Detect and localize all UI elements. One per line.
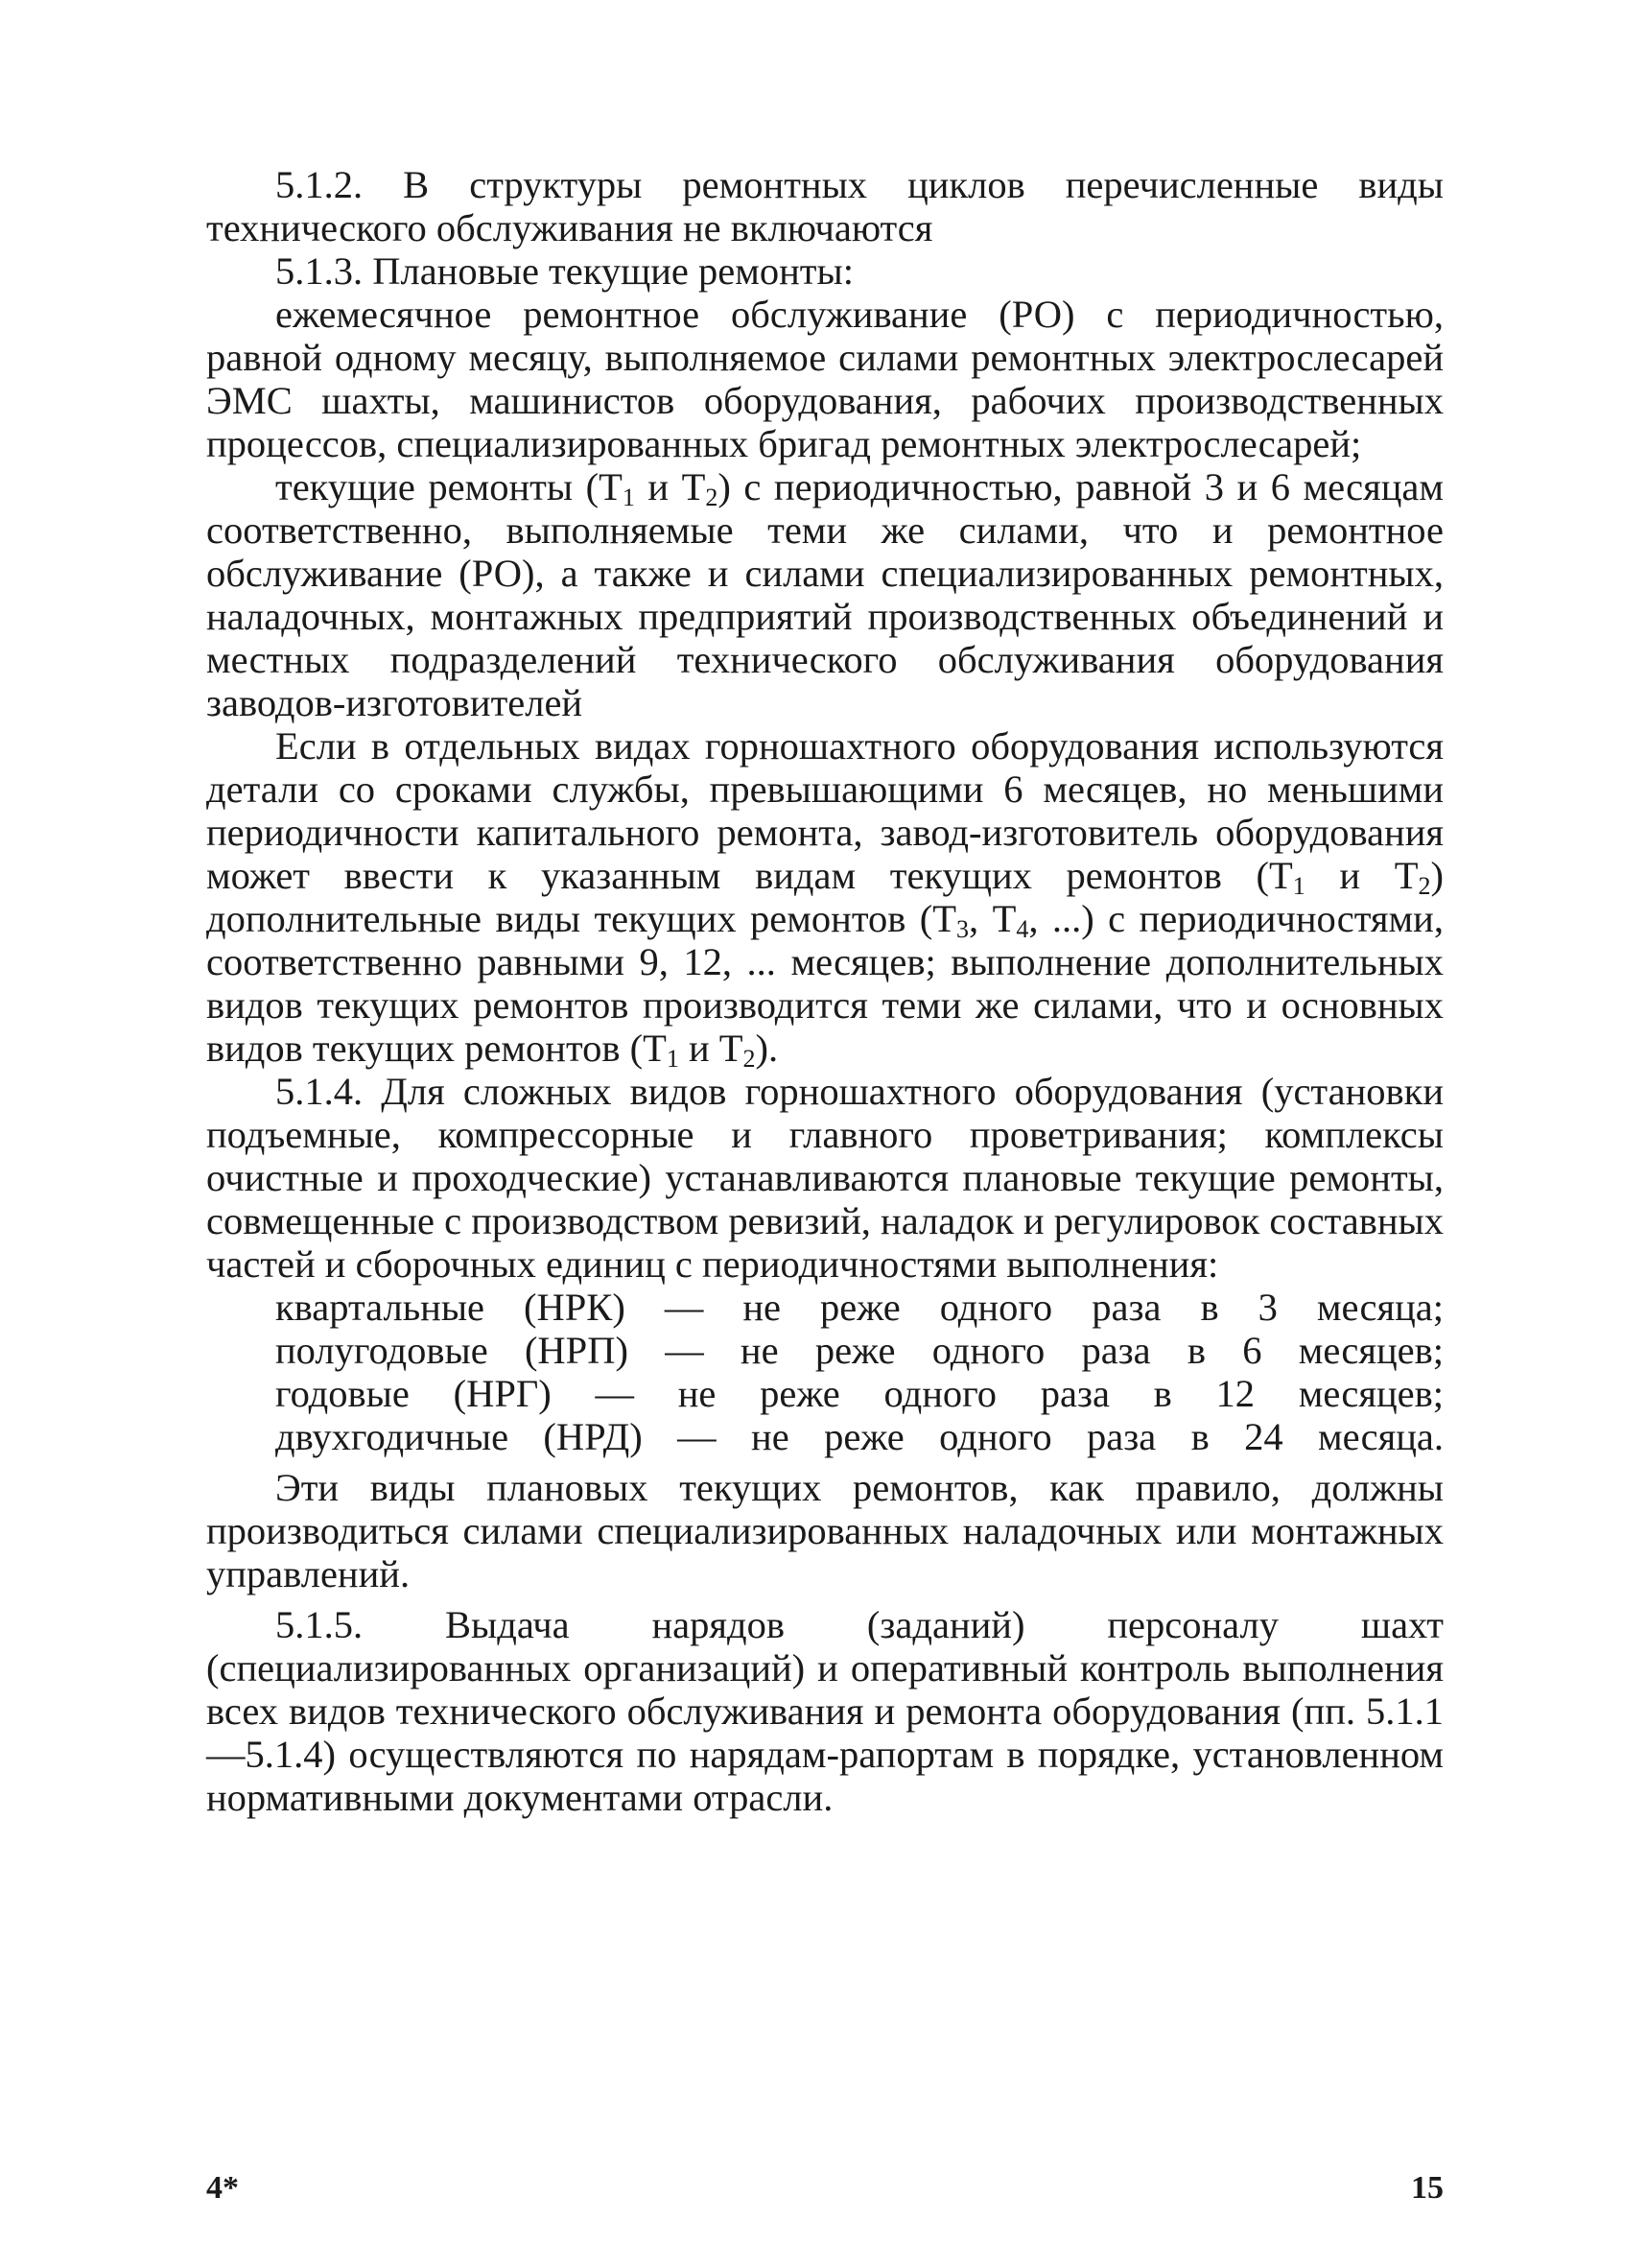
- signature-mark: 4*: [206, 2170, 239, 2206]
- page-number: 15: [1411, 2170, 1444, 2206]
- paragraph-current-repairs: текущие ремонты ($Т_1$ и $Т_2$) с периодичностью, равной 3 и 6 месяцам соответственно, выполняемые теми же силами, что и ремонтное обслуживание (РО), а также и силами специализированных ремонтных, наладочных, монтажных предприятий производственных объединений и местных подразделений технического обслуживания оборудования заводов-изготовителей: [206, 465, 1445, 724]
- paragraph-monthly-maintenance: ежемесячное ремонтное обслуживание (РО) с периодичностью, равной одному месяцу, выполняемое силами ремонтных электрослесарей ЭМС шахты, машинистов оборудования, рабочих производственных процессов, специализированных бригад ремонтных электрослесарей;: [206, 293, 1444, 465]
- paragraph-additional-repairs: Если в отдельных видах горношахтного оборудования используются детали со сроками службы, превышающими 6 месяцев, но меньшими периодичности капитального ремонта, завод-изготовитель оборудования может ввести к указанным видам текущих ремонтов ($Т_1$ и $Т_2$) дополнительные виды текущих ремонтов ($Т_3$, $Т_4$, ...) с периодичностями, соответственно равными 9, 12, ... месяцев; выполнение дополнительных видов текущих ремонтов производится теми же силами, что и основных видов текущих ремонтов ($Т_1$ и $Т_2$).: [206, 724, 1444, 1073]
- paragraph-note: Эти виды плановых текущих ремонтов, как правило, должны производиться силами специализированных наладочных или монтажных управлений.: [206, 1466, 1444, 1595]
- list-item: двухгодичные (НРД) — не реже одного раза в 24 месяца.: [275, 1415, 1444, 1458]
- list-item: квартальные (НРК) — не реже одного раза в 3 месяца;: [275, 1286, 1444, 1329]
- paragraph-5-1-4: 5.1.4. Для сложных видов горношахтного оборудования (установки подъемные, компрессорные и главного проветривания; комплексы очистные и проходческие) устанавливаются плановые текущие ремонты, совмещенные с производством ревизий, наладок и регулировок составных частей и сборочных единиц с периодичностями выполнения:: [206, 1070, 1444, 1286]
- paragraph-5-1-2: 5.1.2. В структуры ремонтных циклов перечисленные виды технического обслуживания не включаются: [206, 163, 1444, 249]
- list-item: полугодовые (НРП) — не реже одного раза в 6 месяцев;: [275, 1329, 1444, 1372]
- paragraph-5-1-5: 5.1.5. Выдача нарядов (заданий) персоналу шахт (специализированных организаций) и оперативный контроль выполнения всех видов технического обслуживания и ремонта оборудования (пп. 5.1.1—5.1.4) осуществляются по нарядам-рапортам в порядке, установленном нормативными документами отрасли.: [206, 1603, 1444, 1819]
- page-body: [206, 163, 1444, 1819]
- paragraph-5-1-3-heading: 5.1.3. Плановые текущие ремонты:: [275, 249, 854, 293]
- list-item: годовые (НРГ) — не реже одного раза в 12 месяцев;: [275, 1372, 1444, 1415]
